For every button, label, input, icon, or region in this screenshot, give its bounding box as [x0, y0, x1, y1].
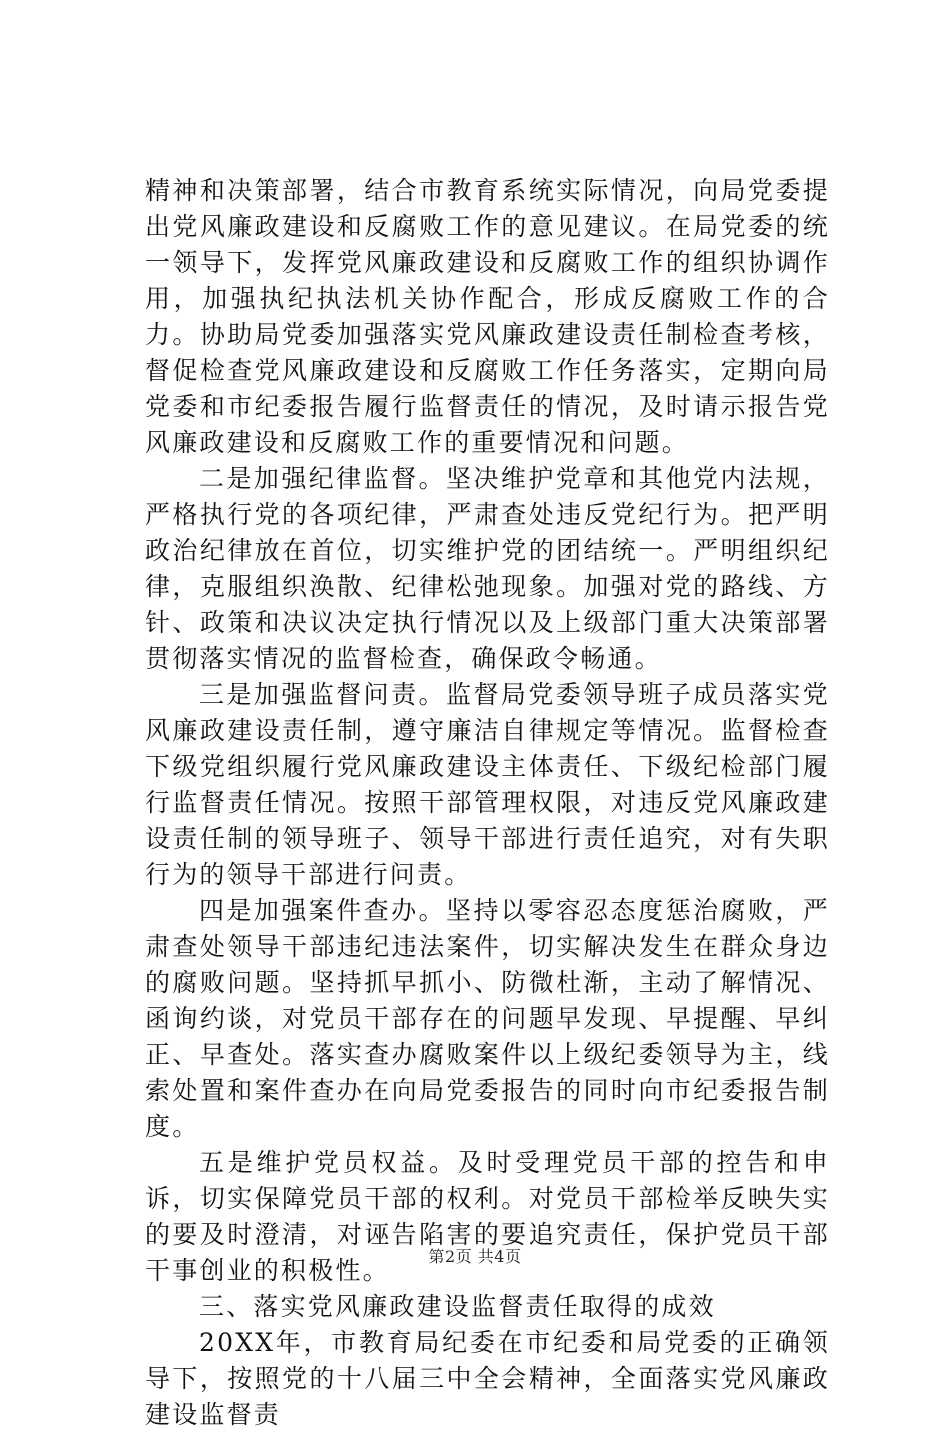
paragraph-case-investigation: 四是加强案件查办。坚持以零容忍态度惩治腐败，严肃查处领导干部违纪违法案件，切实解决发生在群众身边的腐败问题。坚持抓早抓小、防微杜渐，主动了解情况、函询约谈，对党员干部存在的问题早发现、早提醒、早纠正、早查处。落实查办腐败案件以上级纪委领导为主，线索处置和案件查办在向局党委报告的同时向市纪委报告制度。	[145, 896, 830, 1141]
page-number-footer: 第2页 共4页	[428, 1247, 522, 1266]
paragraph-discipline-supervision: 二是加强纪律监督。坚决维护党章和其他党内法规，严格执行党的各项纪律，严肃查处违反党纪行为。把严明政治纪律放在首位，切实维护党的团结统一。严明组织纪律，克服组织涣散、纪律松弛现象。加强对党的路线、方针、政策和决议决定执行情况以及上级部门重大决策部署贯彻落实情况的监督检查，确保政令畅通。	[145, 464, 830, 673]
section-heading-results: 三、落实党风廉政建设监督责任取得的成效	[199, 1292, 716, 1321]
paragraph-accountability: 三是加强监督问责。监督局党委领导班子成员落实党风廉政建设责任制，遵守廉洁自律规定等情况。监督检查下级党组织履行党风廉政建设主体责任、下级纪检部门履行监督责任情况。按照干部管理权限，对违反党风廉政建设责任制的领导班子、领导干部进行责任追究，对有失职行为的领导干部进行问责。	[145, 680, 830, 889]
paragraph-continuation: 精神和决策部署，结合市教育系统实际情况，向局党委提出党风廉政建设和反腐败工作的意见建议。在局党委的统一领导下，发挥党风廉政建设和反腐败工作的组织协调作用，加强执纪执法机关协作配合，形成反腐败工作的合力。协助局党委加强落实党风廉政建设责任制检查考核，督促检查党风廉政建设和反腐败工作任务落实，定期向局党委和市纪委报告履行监督责任的情况，及时请示报告党风廉政建设和反腐败工作的重要情况和问题。	[145, 176, 830, 457]
paragraph-results-intro: 20XX年，市教育局纪委在市纪委和局党委的正确领导下，按照党的十八届三中全会精神，全面落实党风廉政建设监督责	[145, 1328, 830, 1429]
paragraph-member-rights: 五是维护党员权益。及时受理党员干部的控告和申诉，切实保障党员干部的权利。对党员干部检举反映失实的要及时澄清，对诬告陷害的要追究责任，保护党员干部干事创业的积极性。	[145, 1148, 830, 1285]
